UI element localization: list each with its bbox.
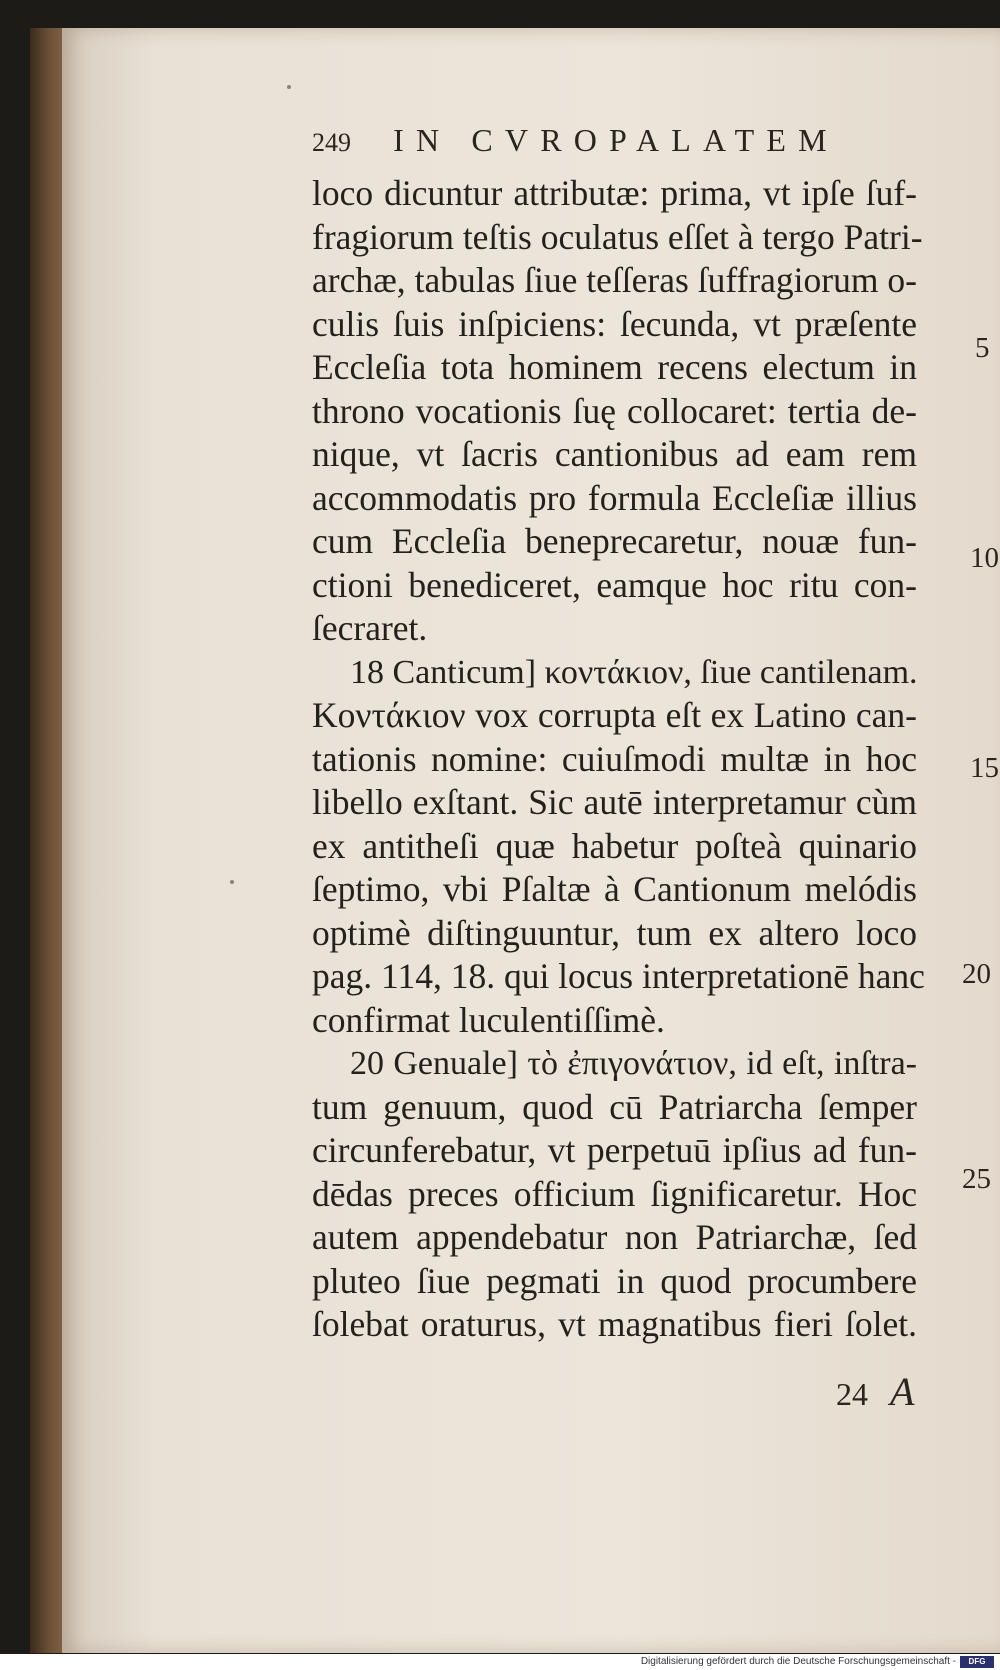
text-line: throno vocationis ſuę collocaret: tertia de-: [312, 390, 917, 431]
footer-credit: Digitalisierung gefördert durch die Deutsche Forschungsgemeinschaft -: [640, 1656, 956, 1667]
running-head-title: IN CVROPALATEM: [393, 122, 839, 158]
text-line: accommodatis pro formula Eccleſiæ illius: [312, 477, 917, 518]
text-line: ctioni benediceret, eamque hoc ritu con-: [312, 564, 917, 605]
text-line: Eccleſia tota hominem recens electum in: [312, 347, 917, 387]
text-line: 18 Canticum] κοντάκιον, ſiue cantilenam.: [350, 653, 918, 691]
text-line: pluteo ſiue pegmati in quod procumbere: [312, 1260, 917, 1301]
text-line: archæ, tabulas ſiue teſſeras ſuffragiorum o-: [312, 260, 917, 300]
text-line: ſolebat oraturus, vt magnatibus fieri ſolet.: [312, 1304, 917, 1344]
margin-line-number: 20: [962, 958, 991, 990]
margin-line-number: 25: [962, 1163, 991, 1195]
text-line: tationis nomine: cuiuſmodi multæ in hoc: [312, 738, 917, 779]
margin-line-number: 5: [975, 332, 990, 364]
text-line: pag. 114, 18. qui locus interpretationē hanc: [312, 956, 925, 996]
text-line: Κοντάκιον vox corrupta eſt ex Latino can-: [312, 695, 917, 735]
text-line: libello exſtant. Sic autē interpretamur cùm: [312, 782, 917, 822]
paper-speck: [287, 85, 291, 89]
page-number: 249: [312, 128, 351, 157]
text-line: tum genuum, quod cū Patriarcha ſemper: [312, 1086, 917, 1127]
catchword: 24: [836, 1376, 868, 1412]
running-header: [312, 122, 912, 159]
text-line: fragiorum teſtis oculatus eſſet à tergo Patri-: [312, 216, 923, 257]
text-line: 20 Genuale] τὸ ἐπιγονάτιον, id eſt, inſtra-: [350, 1045, 917, 1082]
text-line: circunferebatur, vt perpetuū ipſius ad fun-: [312, 1130, 917, 1170]
text-line: nique, vt ſacris cantionibus ad eam rem: [312, 434, 917, 474]
text-line: culis ſuis inſpiciens: ſecunda, vt præſente: [312, 303, 917, 344]
text-line: dēdas preces officium ſignificaretur. Hoc: [312, 1173, 917, 1214]
text-line: loco dicuntur attributæ: prima, vt ipſe ſuf-: [312, 173, 917, 213]
margin-line-number: 15: [970, 752, 999, 784]
text-line: autem appendebatur non Patriarchæ, ſed: [312, 1217, 917, 1257]
text-line: confirmat luculentiſſimè.: [312, 999, 665, 1040]
text-line: ſeptimo, vbi Pſaltæ à Cantionum melódis: [312, 869, 917, 909]
text-block: [312, 172, 925, 1347]
signature-mark: A: [890, 1369, 915, 1414]
text-line: cum Eccleſia beneprecaretur, nouæ fun-: [312, 521, 917, 561]
margin-line-number: 10: [970, 542, 999, 574]
digitization-footer: [0, 1654, 1000, 1670]
paper-speck: [230, 880, 234, 884]
text-line: ſecraret.: [312, 608, 428, 648]
catchword-signature: [836, 1368, 914, 1415]
dfg-logo: DFG: [960, 1656, 994, 1668]
text-line: ex antitheſi quæ habetur poſteà quinario: [312, 825, 917, 866]
text-line: optimè diſtinguuntur, tum ex altero loco: [312, 912, 917, 953]
